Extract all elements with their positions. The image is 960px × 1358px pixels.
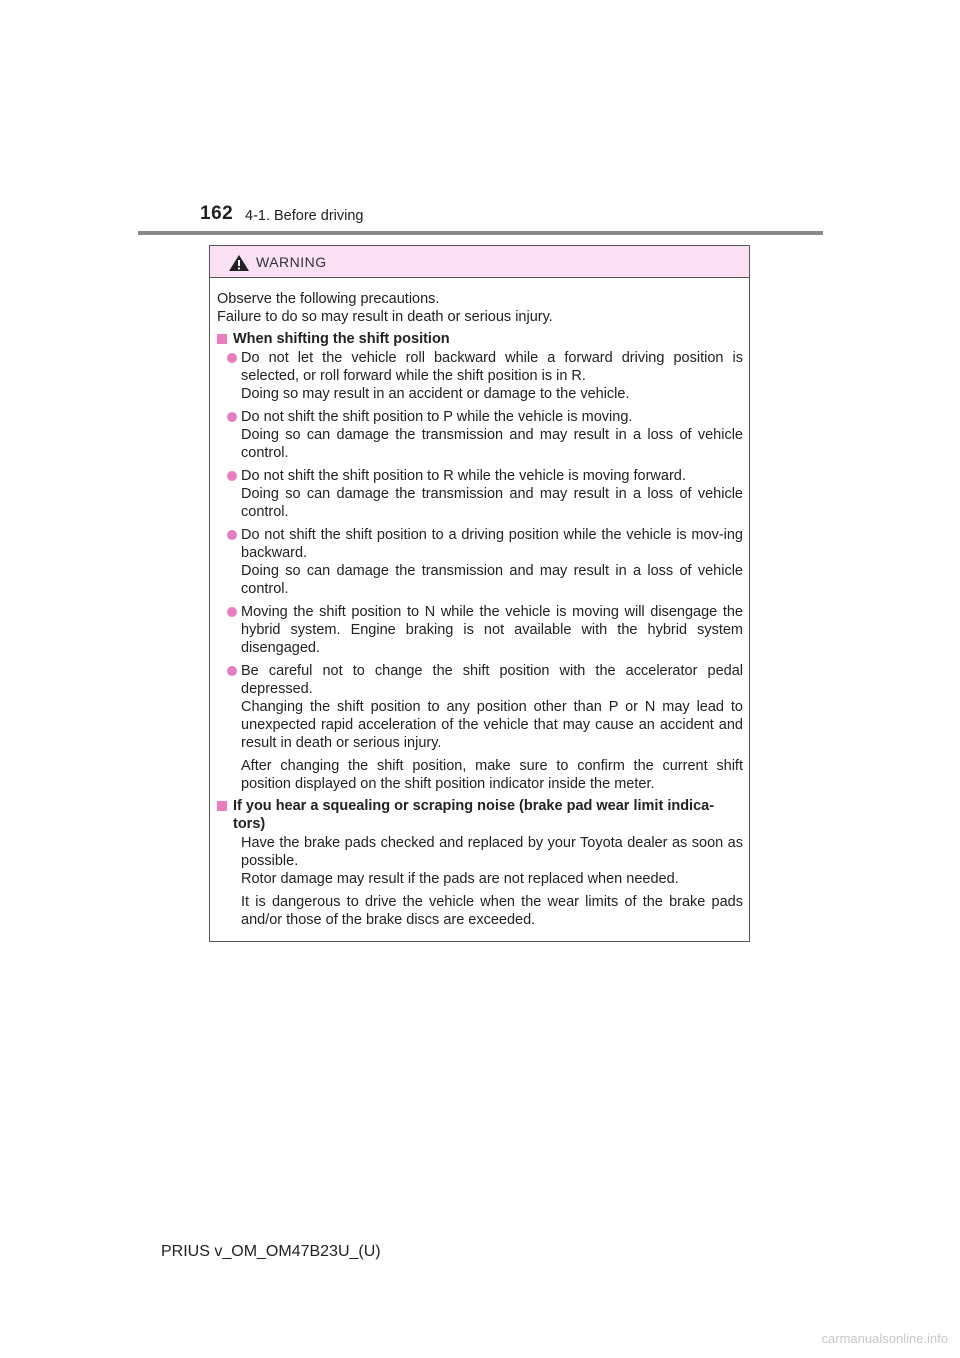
- warning-triangle-icon: [228, 254, 250, 272]
- circle-bullet-icon: [227, 530, 237, 540]
- list-item: [217, 526, 743, 598]
- item-text: Do not let the vehicle roll backward while a forward driving position is selected, or roll forward while the shift position is in R.: [241, 350, 743, 384]
- section-heading: [217, 330, 743, 348]
- watermark: carmanualsonline.info: [821, 1331, 948, 1346]
- item-text: Do not shift the shift position to a driving position while the vehicle is mov-ing backward.: [241, 527, 743, 561]
- circle-bullet-icon: [227, 607, 237, 617]
- intro-line: Failure to do so may result in death or serious injury.: [217, 309, 553, 325]
- item-text: Do not shift the shift position to P while the vehicle is moving.: [241, 409, 633, 425]
- item-text: Do not shift the shift position to R while the vehicle is moving forward.: [241, 468, 686, 484]
- section-title: 4-1. Before driving: [245, 208, 364, 224]
- section-heading: [217, 797, 743, 833]
- note-text: After changing the shift position, make sure to confirm the current shift position displayed on the shift position indicator inside the meter.: [241, 758, 743, 792]
- section-heading-text: If you hear a squealing or scraping noise (brake pad wear limit indica-tors): [233, 798, 715, 832]
- paragraph-text: Have the brake pads checked and replaced by your Toyota dealer as soon as possible.: [241, 835, 743, 869]
- list-item: [217, 603, 743, 657]
- paragraph: [217, 893, 743, 929]
- warning-intro: [217, 290, 743, 326]
- item-text: Doing so can damage the transmission and may result in a loss of vehicle control.: [241, 486, 743, 520]
- list-item: [217, 662, 743, 752]
- section-heading-text: When shifting the shift position: [233, 331, 450, 347]
- warning-box: [209, 245, 750, 942]
- circle-bullet-icon: [227, 412, 237, 422]
- item-text: Changing the shift position to any position other than P or N may lead to unexpected rapid acceleration of the vehicle that may cause an accident and result in death or serious injury.: [241, 699, 743, 751]
- note-paragraph: [217, 757, 743, 793]
- item-text: Doing so can damage the transmission and may result in a loss of vehicle control.: [241, 563, 743, 597]
- item-text: Be careful not to change the shift position with the accelerator pedal depressed.: [241, 663, 743, 697]
- circle-bullet-icon: [227, 471, 237, 481]
- warning-header: [210, 246, 749, 278]
- square-bullet-icon: [217, 801, 227, 811]
- warning-label: WARNING: [256, 254, 327, 270]
- paragraph: [217, 834, 743, 888]
- warning-body: [210, 278, 749, 929]
- list-item: [217, 467, 743, 521]
- item-text: Doing so can damage the transmission and may result in a loss of vehicle control.: [241, 427, 743, 461]
- paragraph-text: It is dangerous to drive the vehicle when the wear limits of the brake pads and/or those of the brake discs are exceeded.: [241, 894, 743, 928]
- footer-doc-id: PRIUS v_OM_OM47B23U_(U): [161, 1243, 381, 1260]
- item-text: Moving the shift position to N while the vehicle is moving will disengage the hybrid system. Engine braking is not available with the hybrid system disengaged.: [241, 604, 743, 656]
- header-rule: [138, 231, 823, 235]
- list-item: [217, 349, 743, 403]
- paragraph-text: Rotor damage may result if the pads are not replaced when needed.: [241, 871, 679, 887]
- list-item: [217, 408, 743, 462]
- intro-line: Observe the following precautions.: [217, 291, 440, 307]
- circle-bullet-icon: [227, 666, 237, 676]
- item-text: Doing so may result in an accident or damage to the vehicle.: [241, 386, 630, 402]
- square-bullet-icon: [217, 334, 227, 344]
- circle-bullet-icon: [227, 353, 237, 363]
- page-number: 162: [200, 203, 234, 224]
